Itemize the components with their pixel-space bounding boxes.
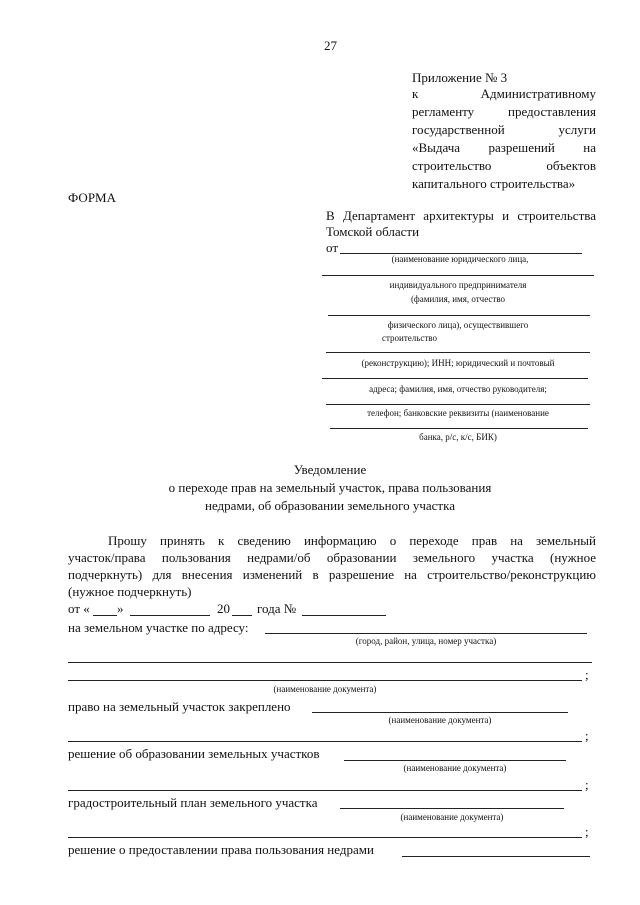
body-text: Прошу принять к сведению информацию о переходе прав на земельный (108, 533, 596, 548)
field-hint: индивидуального предпринимателя (389, 280, 527, 290)
field-hint: (город, район, улица, номер участка) (355, 636, 497, 646)
document-title: Уведомление (293, 462, 367, 477)
field-hint: (наименование документа) (273, 684, 377, 694)
addressee-line: В Департамент архитектуры и строительства (326, 208, 596, 223)
document-subtitle: о переходе прав на земельный участок, права пользования (168, 480, 492, 495)
decision-label: решение об образовании земельных участков (68, 746, 320, 761)
field-hint: строительство (382, 333, 437, 343)
year-prefix: 20 (217, 601, 230, 616)
semicolon: ; (585, 667, 589, 682)
address-field[interactable] (265, 633, 587, 634)
field-hint: адреса; фамилия, имя, отчество руководителя; (369, 384, 547, 394)
fill-line[interactable] (68, 741, 582, 742)
field-hint: (реконструкцию); ИНН; юридический и почтовый (361, 358, 555, 368)
semicolon: ; (585, 728, 589, 743)
body-text: участок/права пользования недрами/об образовании земельного участка (нужное (68, 550, 596, 565)
field-hint: банка, р/с, к/с, БИК) (419, 432, 497, 442)
field-hint: (наименование документа) (403, 763, 507, 773)
subsoil-label: решение о предоставлении права пользования недрами (68, 842, 374, 857)
decision-field[interactable] (344, 760, 566, 761)
address-label: на земельном участке по адресу: (68, 620, 249, 635)
appendix-line: регламенту предоставления (412, 104, 596, 119)
gpzu-label: градостроительный план земельного участка (68, 795, 318, 810)
form-label: ФОРМА (68, 190, 116, 205)
fill-line[interactable] (330, 428, 588, 429)
fill-line[interactable] (68, 837, 582, 838)
field-hint: телефон; банковские реквизиты (наименование (367, 408, 549, 418)
addressee-line: Томской области (326, 224, 420, 239)
fill-line[interactable] (68, 790, 582, 791)
fill-line[interactable] (322, 275, 594, 276)
field-hint: (наименование документа) (388, 715, 492, 725)
semicolon: ; (585, 777, 589, 792)
field-hint: (наименование документа) (400, 812, 504, 822)
appendix-line: «Выдача разрешений на (412, 140, 596, 155)
field-hint: (фамилия, имя, отчество (410, 294, 506, 304)
appendix-title: Приложение № 3 (412, 70, 508, 85)
fill-line[interactable] (322, 378, 588, 379)
page-number: 27 (324, 38, 337, 53)
number-label: года № (257, 601, 297, 616)
number-field[interactable] (302, 615, 386, 616)
appendix-line: к Административному (412, 86, 596, 101)
rights-field[interactable] (312, 712, 568, 713)
from-label: от (326, 240, 339, 255)
appendix-line: капитального строительства» (412, 176, 576, 191)
fill-line[interactable] (68, 662, 592, 663)
rights-label: право на земельный участок закреплено (68, 699, 291, 714)
day-field[interactable] (93, 615, 117, 616)
appendix-line: строительство объектов (412, 158, 596, 173)
month-field[interactable] (130, 615, 210, 616)
fill-line[interactable] (326, 404, 590, 405)
date-prefix: от « (68, 601, 90, 616)
fill-line[interactable] (68, 680, 582, 681)
field-hint: физического лица), осуществившего (387, 320, 529, 330)
subsoil-field[interactable] (402, 856, 590, 857)
year-field[interactable] (232, 615, 252, 616)
fill-line[interactable] (328, 315, 590, 316)
body-text: (нужное подчеркнуть) (68, 584, 192, 599)
date-mid: » (117, 601, 124, 616)
field-hint: (наименование юридического лица, (391, 254, 529, 264)
gpzu-field[interactable] (340, 808, 564, 809)
appendix-line: государственной услуги (412, 122, 596, 137)
semicolon: ; (585, 824, 589, 839)
body-text: подчеркнуть) для внесения изменений в разрешение на строительство/реконструкцию (68, 567, 596, 582)
fill-line[interactable] (326, 352, 590, 353)
document-subtitle: недрами, об образовании земельного участка (205, 498, 455, 513)
